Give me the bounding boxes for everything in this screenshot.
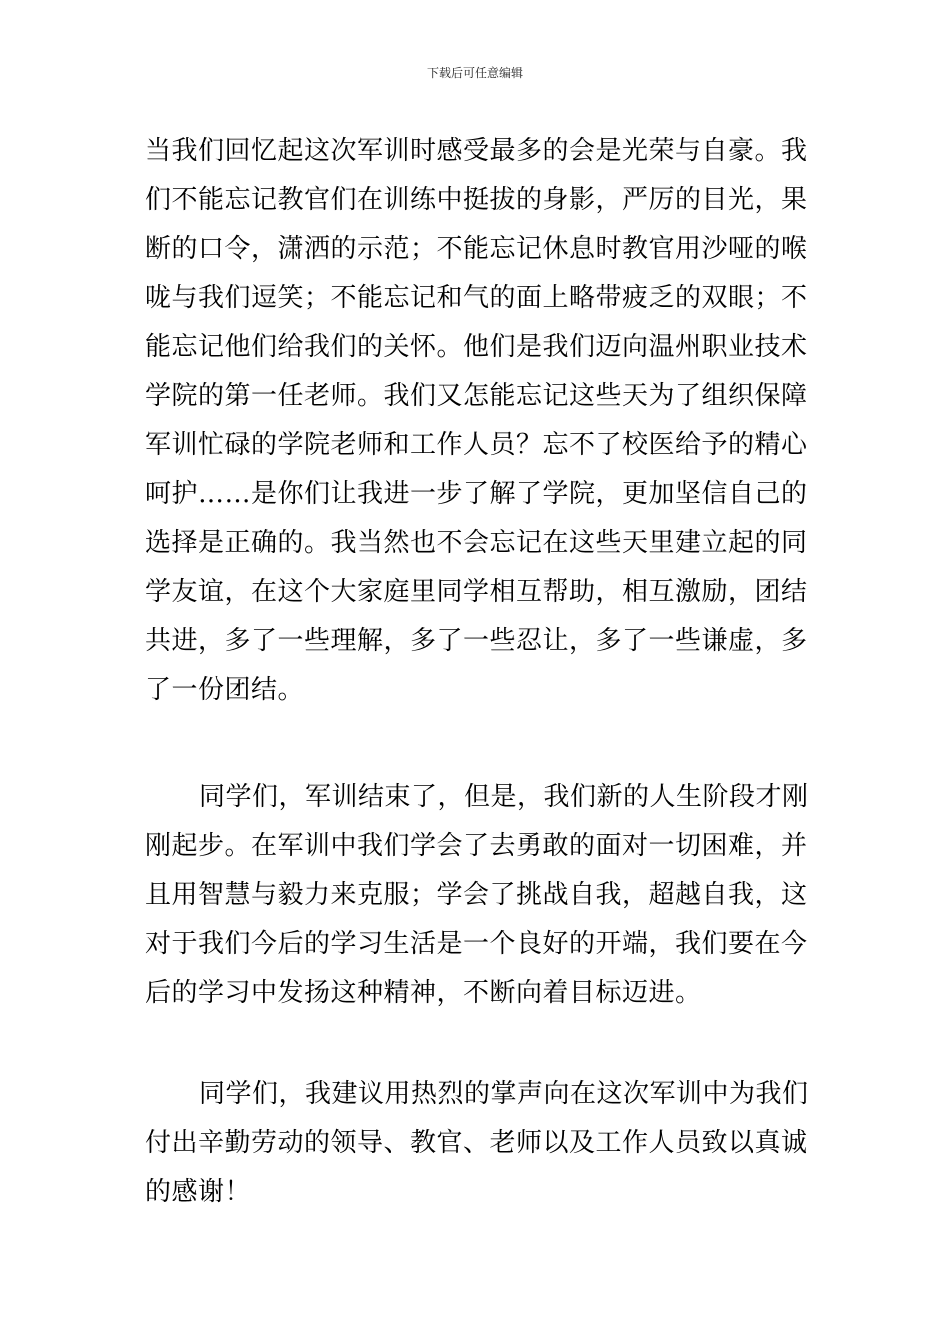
text-line: 同学们，我建议用热烈的掌声向在这次军训中为我们 bbox=[199, 1079, 809, 1109]
text-line: 的感谢！ bbox=[145, 1177, 252, 1207]
text-line: 后的学习中发扬这种精神，不断向着目标迈进。 bbox=[145, 978, 702, 1008]
paragraph-gratitude-memories bbox=[145, 127, 808, 715]
text-line: 且用智慧与毅力来克服；学会了挑战自我，超越自我，这 bbox=[145, 880, 808, 910]
text-line: 们不能忘记教官们在训练中挺拔的身影，严厉的目光，果 bbox=[145, 185, 808, 215]
text-line: 当我们回忆起这次军训时感受最多的会是光荣与自豪。我 bbox=[145, 136, 808, 166]
text-line: 付出辛勤劳动的领导、教官、老师以及工作人员致以真诚 bbox=[145, 1128, 808, 1158]
text-line: 了一份团结。 bbox=[145, 675, 305, 705]
text-line: 呵护……是你们让我进一步了解了学院，更加坚信自己的 bbox=[145, 479, 808, 509]
paragraph-new-beginning bbox=[145, 773, 809, 1018]
text-line: 选择是正确的。我当然也不会忘记在这些天里建立起的同 bbox=[145, 528, 808, 558]
text-line: 共进，多了一些理解，多了一些忍让，多了一些谦虚，多 bbox=[145, 626, 808, 656]
text-line: 断的口令，潇洒的示范；不能忘记休息时教官用沙哑的喉 bbox=[145, 234, 808, 264]
text-line: 同学们，军训结束了，但是，我们新的人生阶段才刚 bbox=[199, 782, 809, 812]
text-line: 学友谊，在这个大家庭里同学相互帮助，相互激励，团结 bbox=[145, 577, 808, 607]
text-line: 咙与我们逗笑；不能忘记和气的面上略带疲乏的双眼；不 bbox=[145, 283, 808, 313]
paragraph-thanks bbox=[145, 1070, 809, 1217]
page-header: 下载后可任意编辑 bbox=[426, 66, 523, 80]
text-line: 对于我们今后的学习生活是一个良好的开端，我们要在今 bbox=[145, 929, 808, 959]
text-line: 学院的第一任老师。我们又怎能忘记这些天为了组织保障 bbox=[145, 381, 808, 411]
text-line: 刚起步。在军训中我们学会了去勇敢的面对一切困难，并 bbox=[145, 831, 808, 861]
text-line: 能忘记他们给我们的关怀。他们是我们迈向温州职业技术 bbox=[145, 332, 808, 362]
text-line: 军训忙碌的学院老师和工作人员？忘不了校医给予的精心 bbox=[145, 430, 808, 460]
